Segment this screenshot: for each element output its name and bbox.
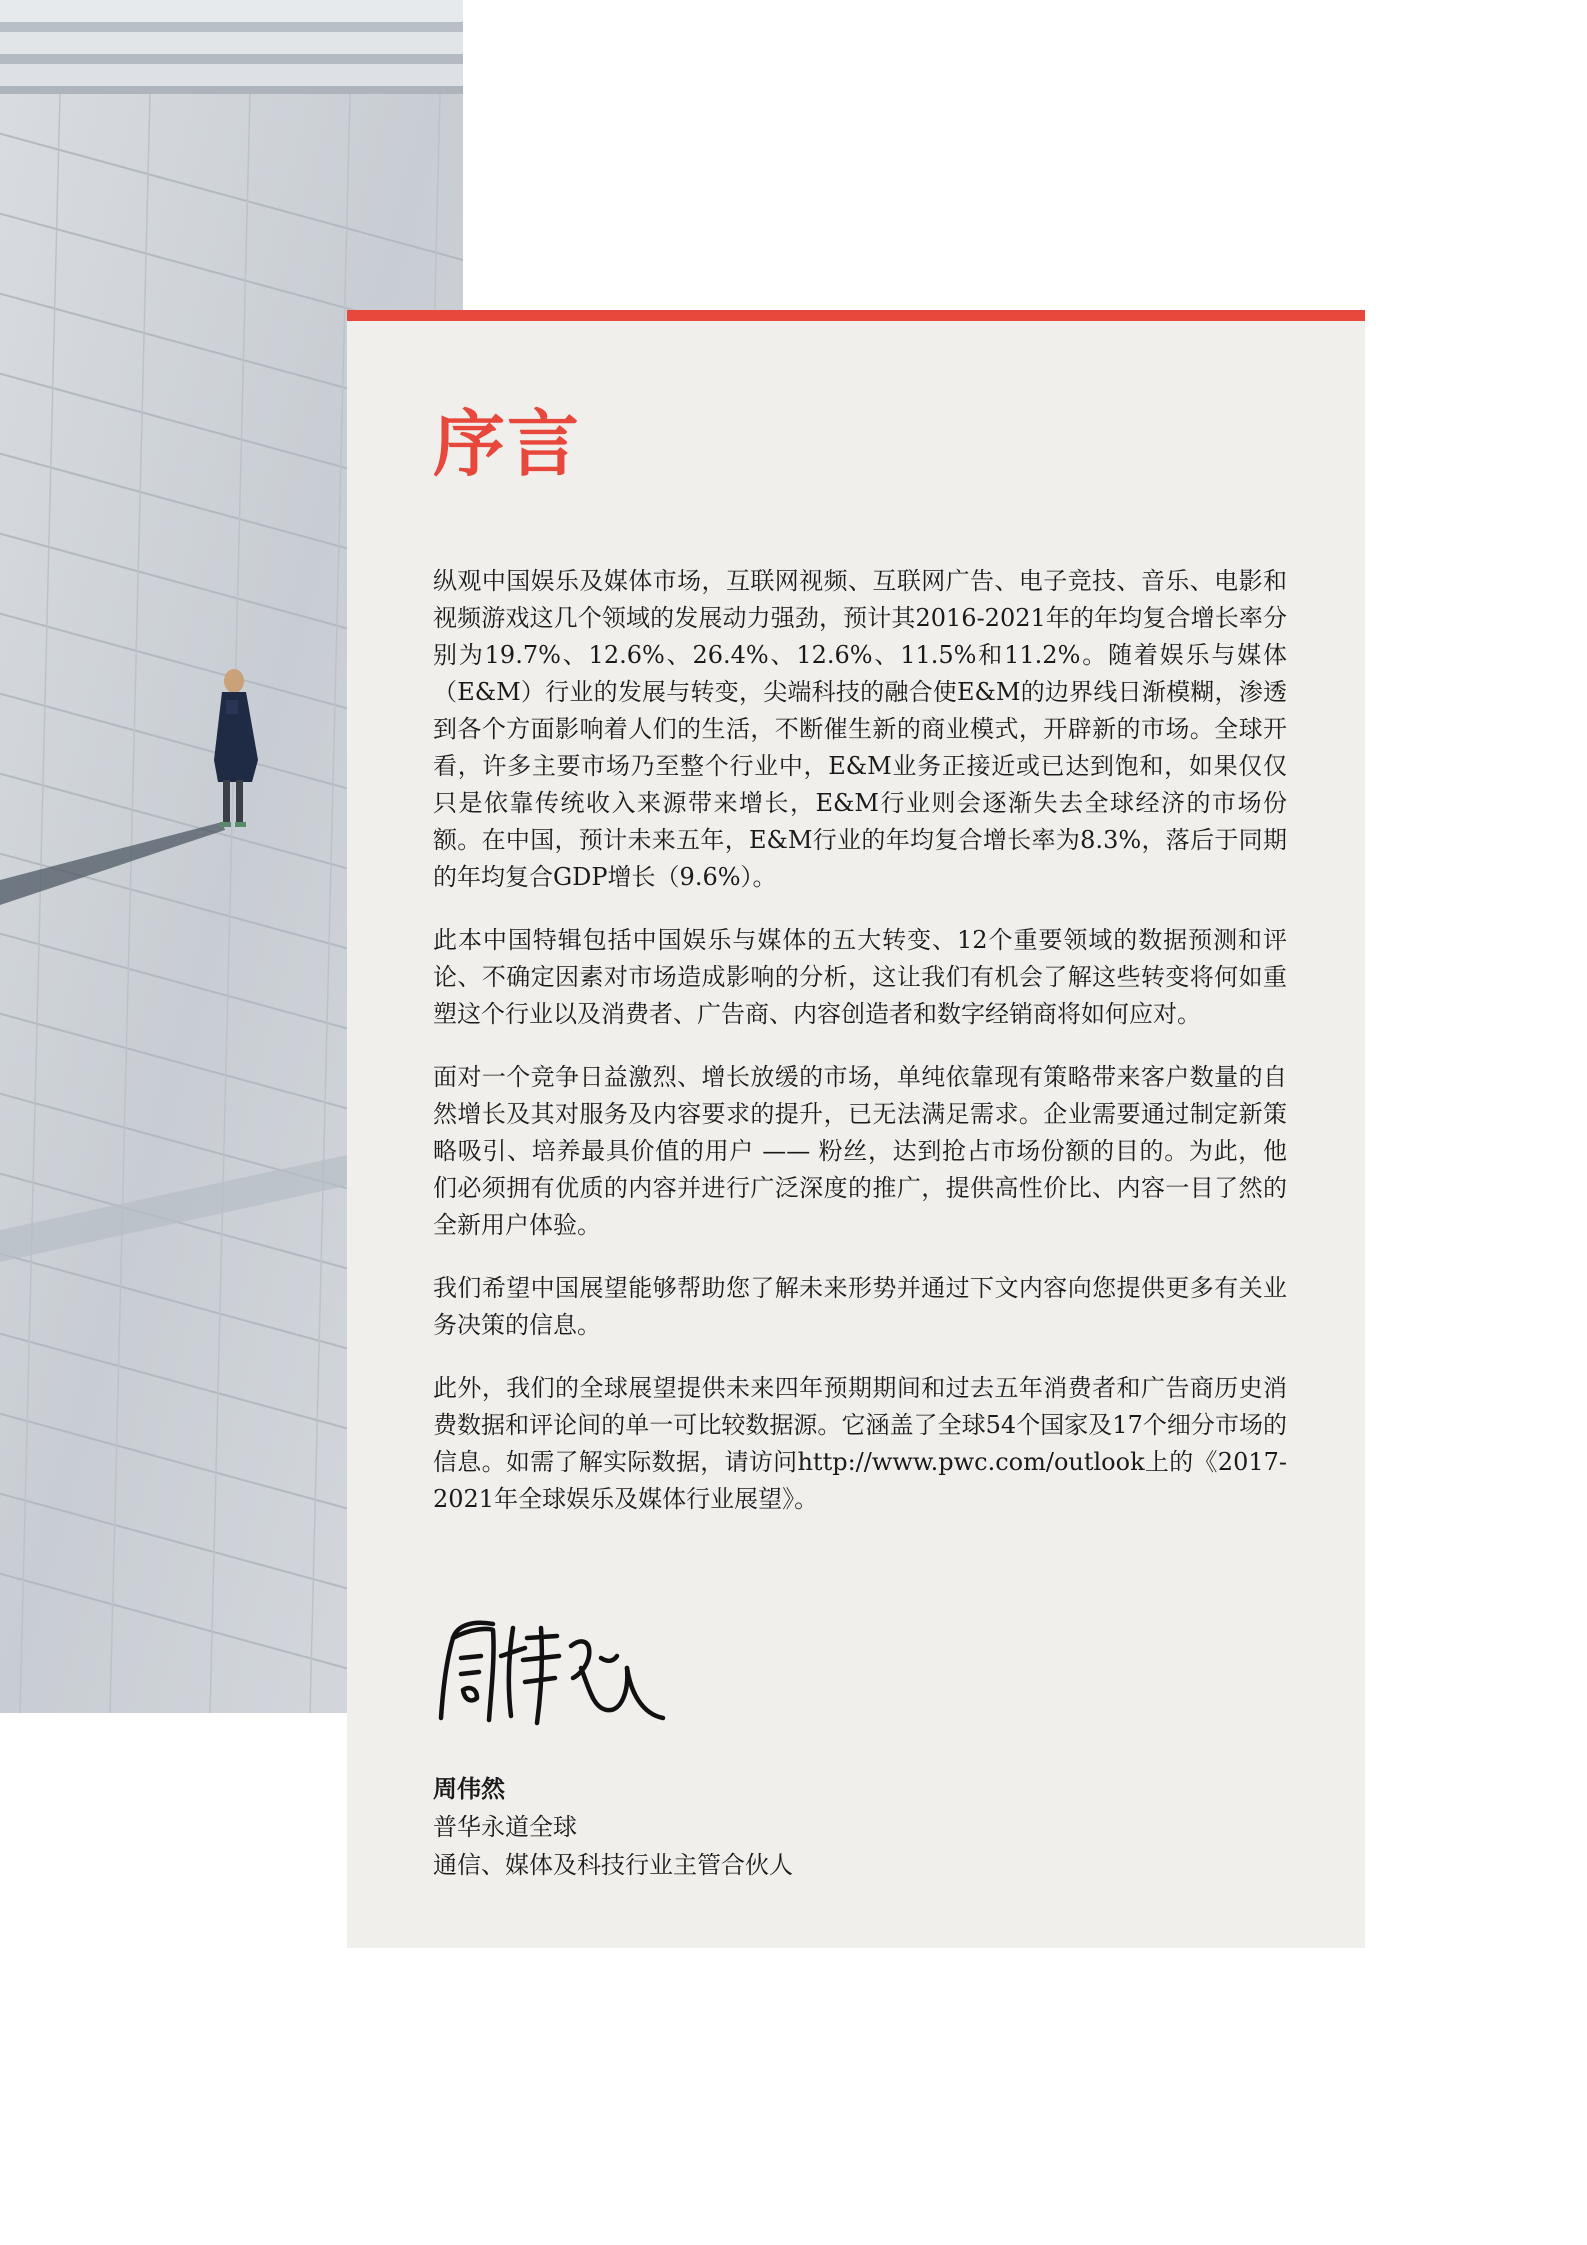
signer-organization: 普华永道全球 bbox=[433, 1813, 577, 1841]
paragraph-5: 此外，我们的全球展望提供未来四年预期期间和过去五年消费者和广告商历史消费数据和评论间的单一可比较数据源。它涵盖了全球54个国家及17个细分市场的信息。如需了解实际数据，请访问http://www.pwc.com/outlook上的《2017-2021年全球娱乐及媒体行业展望》。 bbox=[433, 1374, 1287, 1513]
accent-bar bbox=[347, 310, 1365, 321]
signer-name: 周伟然 bbox=[433, 1774, 505, 1803]
signer-block bbox=[433, 1770, 793, 1884]
signer-title: 通信、媒体及科技行业主管合伙人 bbox=[433, 1851, 793, 1879]
signature-icon bbox=[431, 1598, 671, 1733]
page-title: 序言 bbox=[433, 401, 582, 486]
paragraph-2: 此本中国特辑包括中国娱乐与媒体的五大转变、12个重要领域的数据预测和评论、不确定因素对市场造成影响的分析，这让我们有机会了解这些转变将何如重塑这个行业以及消费者、广告商、内容创造者和数字经销商将如何应对。 bbox=[433, 926, 1287, 1028]
paragraph-3: 面对一个竞争日益激烈、增长放缓的市场，单纯依靠现有策略带来客户数量的自然增长及其对服务及内容要求的提升，已无法满足需求。企业需要通过制定新策略吸引、培养最具价值的用户 —— 粉丝，达到抢占市场份额的目的。为此，他们必须拥有优质的内容并进行广泛深度的推广，提供高性价比、内容一目了然的全新用户体验。 bbox=[433, 1063, 1287, 1239]
preface-card bbox=[347, 310, 1365, 1948]
paragraph-4: 我们希望中国展望能够帮助您了解未来形势并通过下文内容向您提供更多有关业务决策的信息。 bbox=[433, 1274, 1287, 1339]
paragraph-1: 纵观中国娱乐及媒体市场，互联网视频、互联网广告、电子竞技、音乐、电影和视频游戏这几个领域的发展动力强劲，预计其2016-2021年的年均复合增长率分别为19.7%、12.6%、26.4%、12.6%、11.5%和11.2%。随着娱乐与媒体（E&M）行业的发展与转变，尖端科技的融合使E&M的边界线日渐模糊，渗透到各个方面影响着人们的生活，不断催生新的商业模式，开辟新的市场。全球开看，许多主要市场乃至整个行业中，E&M业务正接近或已达到饱和，如果仅仅只是依靠传统收入来源带来增长，E&M行业则会逐渐失去全球经济的市场份额。在中国，预计未来五年，E&M行业的年均复合增长率为8.3%，落后于同期的年均复合GDP增长（9.6%）。 bbox=[433, 567, 1287, 891]
preface-body bbox=[433, 563, 1287, 1544]
